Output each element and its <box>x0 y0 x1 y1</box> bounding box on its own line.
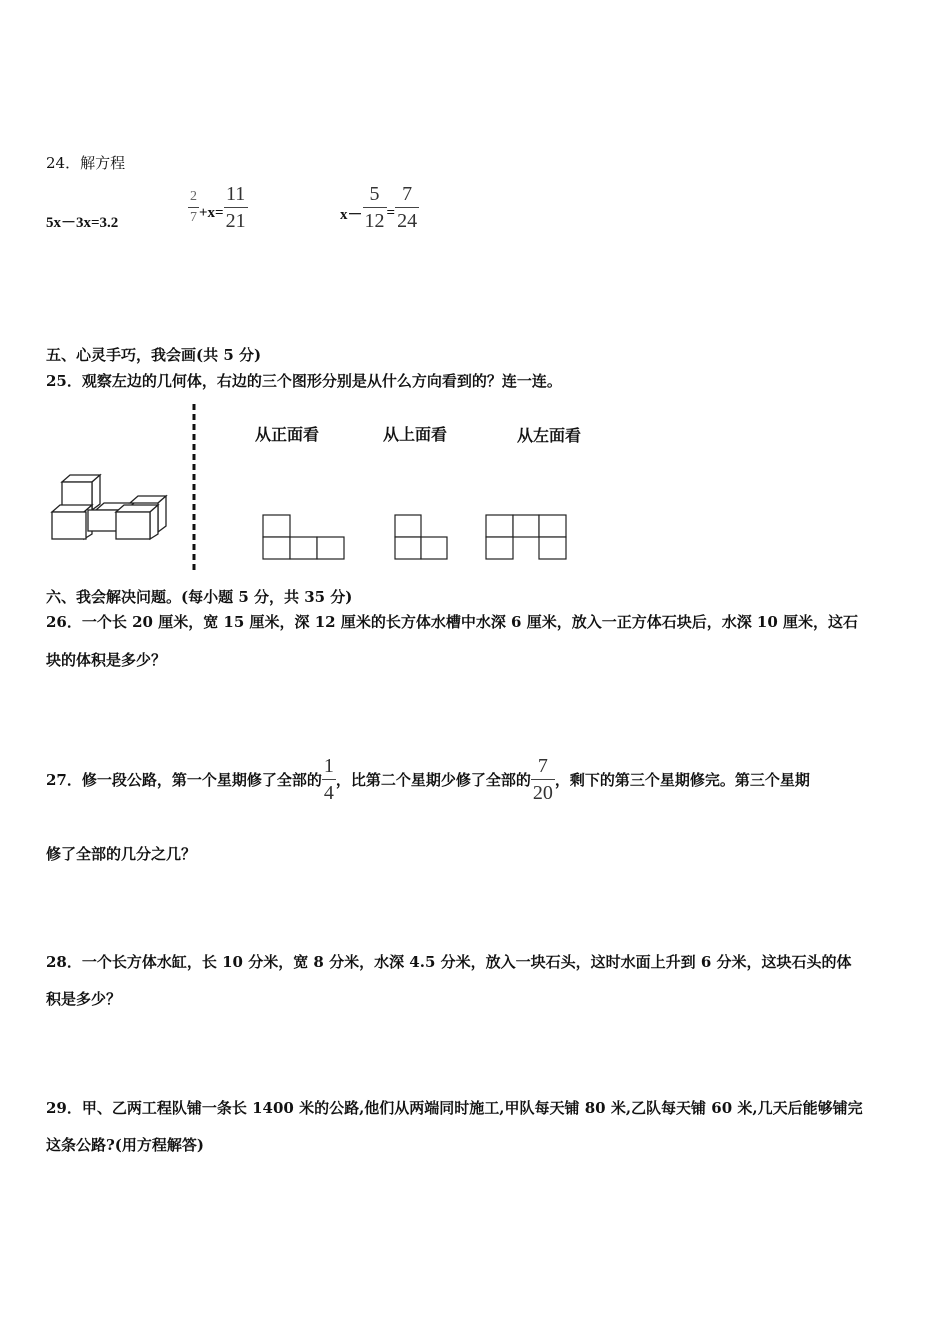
q26-text-line-2: 块的体积是多少？ <box>46 651 167 669</box>
view-label-left: 从左面看 <box>517 426 582 445</box>
view-label-top: 从上面看 <box>383 425 448 444</box>
fraction <box>363 184 387 231</box>
fraction <box>531 756 555 803</box>
operator-text: = <box>386 205 396 221</box>
q25-solid-figure <box>48 472 168 544</box>
denominator: 4 <box>322 779 336 803</box>
q27-text-part-1: 27．修一段公路，第一个星期修了全部的 <box>46 771 322 789</box>
q24-heading: 24．解方程 <box>46 154 126 172</box>
q27-text-part-2: ，比第二个星期少修了全部的 <box>335 771 531 789</box>
q27-text-line-1 <box>46 756 810 803</box>
q24-equation-2 <box>188 184 248 231</box>
q25-dashed-divider <box>190 404 198 574</box>
fraction <box>224 184 248 231</box>
q28-text-line-1: 28．一个长方体水缸，长 10 分米，宽 8 分米，水深 4.5 分米，放入一块石头，这时水面上升到 6 分米，这块石头的体 <box>46 953 852 971</box>
numerator: 2 <box>190 189 197 204</box>
denominator: 24 <box>395 207 419 231</box>
view-grid-a <box>262 514 346 562</box>
q27-text-line-2: 修了全部的几分之几？ <box>46 845 197 863</box>
view-label-front: 从正面看 <box>255 425 320 444</box>
fraction <box>322 756 336 803</box>
q29-text-line-2: 这条公路?(用方程解答) <box>46 1136 204 1154</box>
view-grid-b <box>394 514 452 562</box>
q29-text-line-1: 29．甲、乙两工程队铺一条长 1400 米的公路,他们从两端同时施工,甲队每天铺 80 米,乙队每天铺 60 米,几天后能够铺完 <box>46 1099 863 1117</box>
denominator: 20 <box>531 779 555 803</box>
numerator: 7 <box>402 183 413 205</box>
numerator: 1 <box>323 755 334 777</box>
section-6-heading: 六、我会解决问题。(每小题 5 分，共 35 分) <box>46 588 353 606</box>
view-grid-c <box>485 514 569 562</box>
denominator: 7 <box>188 207 199 225</box>
denominator: 21 <box>224 207 248 231</box>
fraction <box>395 184 419 231</box>
q24-equation-1: 5x－3x=3.2 <box>46 215 119 231</box>
numerator: 5 <box>369 183 380 205</box>
q26-text-line-1: 26．一个长 20 厘米，宽 15 厘米，深 12 厘米的长方体水槽中水深 6 厘米，放入一正方体石块后，水深 10 厘米，这石 <box>46 613 859 631</box>
q25-text: 25．观察左边的几何体，右边的三个图形分别是从什么方向看到的？连一连。 <box>46 372 562 390</box>
q28-text-line-2: 积是多少？ <box>46 990 122 1008</box>
numerator: 11 <box>225 183 246 205</box>
q24-equation-3 <box>340 184 419 231</box>
operator-text: +x= <box>199 205 224 221</box>
fraction <box>188 190 199 225</box>
denominator: 12 <box>363 207 387 231</box>
q27-text-part-3: ，剩下的第三个星期修完。第三个星期 <box>554 771 810 789</box>
numerator: 7 <box>537 755 548 777</box>
operator-text: x－ <box>340 207 363 223</box>
section-5-heading: 五、心灵手巧，我会画(共 5 分) <box>46 346 262 364</box>
